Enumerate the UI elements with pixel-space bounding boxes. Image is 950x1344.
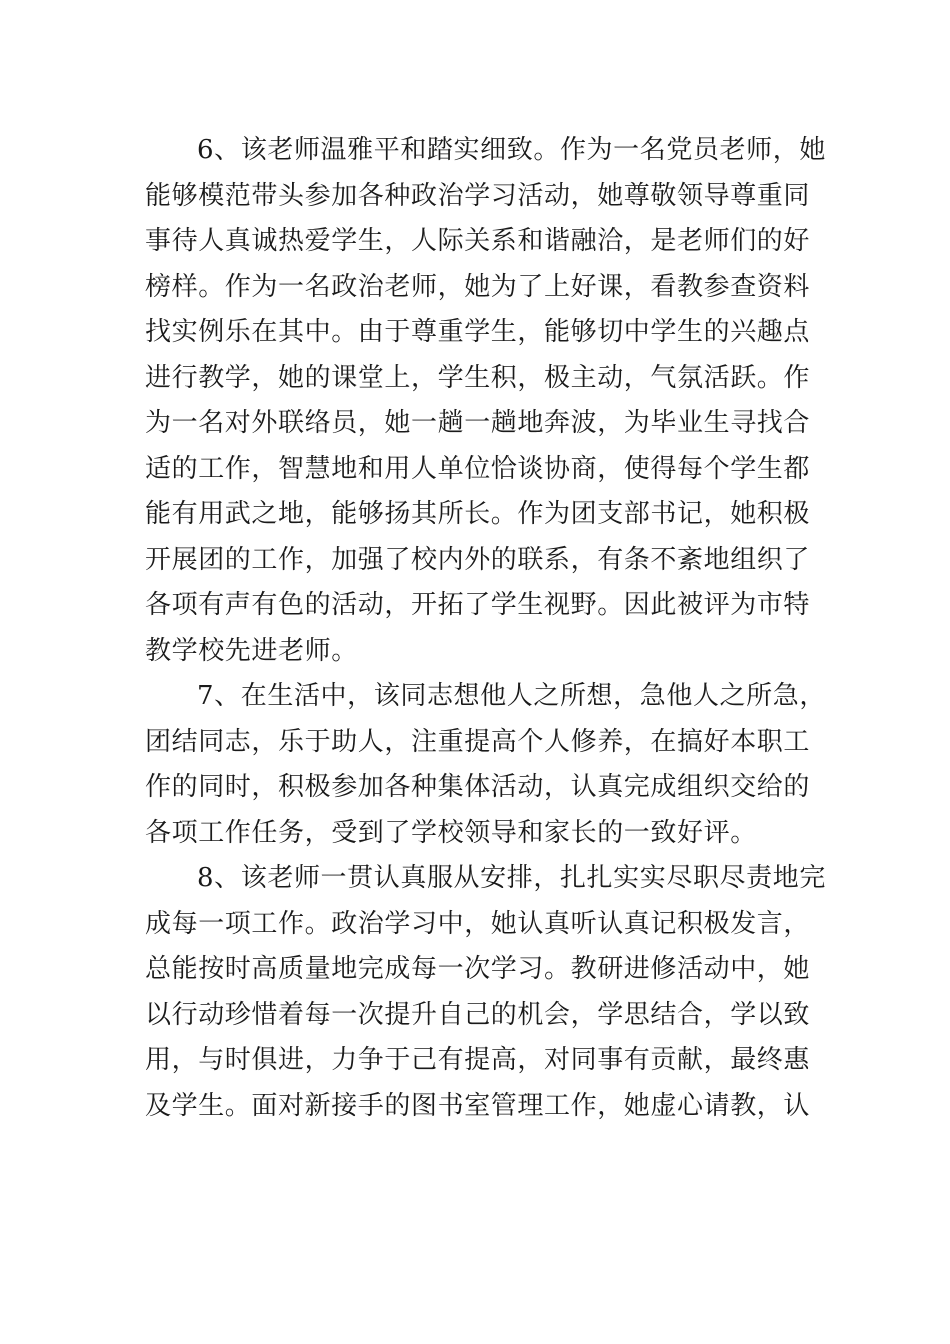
paragraph-8-line-1: 8、该老师一贯认真服从安排，扎扎实实尽职尽责地完: [197, 863, 826, 893]
paragraph-6-line-10: 开展团的工作，加强了校内外的联系，有条不紊地组织了: [145, 544, 811, 575]
paragraph-6-line-11: 各项有声有色的活动，开拓了学生视野。因此被评为市特: [145, 590, 811, 620]
paragraph-8-line-6: 及学生。面对新接手的图书室管理工作，她虚心请教，认: [145, 1090, 811, 1121]
paragraph-6-line-12: 教学校先进老师。: [145, 635, 358, 666]
paragraph-7-line-4: 各项工作任务，受到了学校领导和家长的一致好评。: [145, 817, 757, 848]
paragraph-8-line-3: 总能按时高质量地完成每一次学习。教研进修活动中，她: [145, 954, 811, 984]
paragraph-6-line-9: 能有用武之地，能够扬其所长。作为团支部书记，她积极: [145, 499, 811, 529]
paragraph-7-line-3: 作的同时，积极参加各种集体活动，认真完成组织交给的: [145, 772, 811, 802]
paragraph-6-line-5: 找实例乐在其中。由于尊重学生，能够切中学生的兴趣点: [145, 317, 811, 347]
paragraph-7-line-1: 7、在生活中，该同志想他人之所想，急他人之所急，: [197, 681, 826, 711]
paragraph-6-line-6: 进行教学，她的课堂上，学生积，极主动，气氛活跃。作: [145, 362, 811, 393]
paragraph-6-line-2: 能够模范带头参加各种政治学习活动，她尊敬领导尊重同: [145, 180, 811, 211]
paragraph-6-line-4: 榜样。作为一名政治老师，她为了上好课，看教参查资料: [145, 271, 811, 302]
paragraph-8-line-4: 以行动珍惜着每一次提升自己的机会，学思结合，学以致: [145, 999, 811, 1030]
body-text: [145, 128, 826, 1129]
paragraph-8-line-2: 成每一项工作。政治学习中，她认真听认真记积极发言，: [145, 908, 811, 939]
paragraph-7-line-2: 团结同志，乐于助人，注重提高个人修养，在搞好本职工: [145, 726, 811, 757]
paragraph-6-line-3: 事待人真诚热爱学生，人际关系和谐融洽，是老师们的好: [145, 226, 811, 256]
paragraph-8-line-5: 用，与时俱进，力争于己有提高，对同事有贡献，最终惠: [145, 1045, 811, 1075]
paragraph-6-line-7: 为一名对外联络员，她一趟一趟地奔波，为毕业生寻找合: [145, 408, 811, 438]
paragraph-6-line-8: 适的工作，智慧地和用人单位恰谈协商，使得每个学生都: [145, 453, 811, 484]
paragraph-6-line-1: 6、该老师温雅平和踏实细致。作为一名党员老师，她: [197, 135, 826, 165]
